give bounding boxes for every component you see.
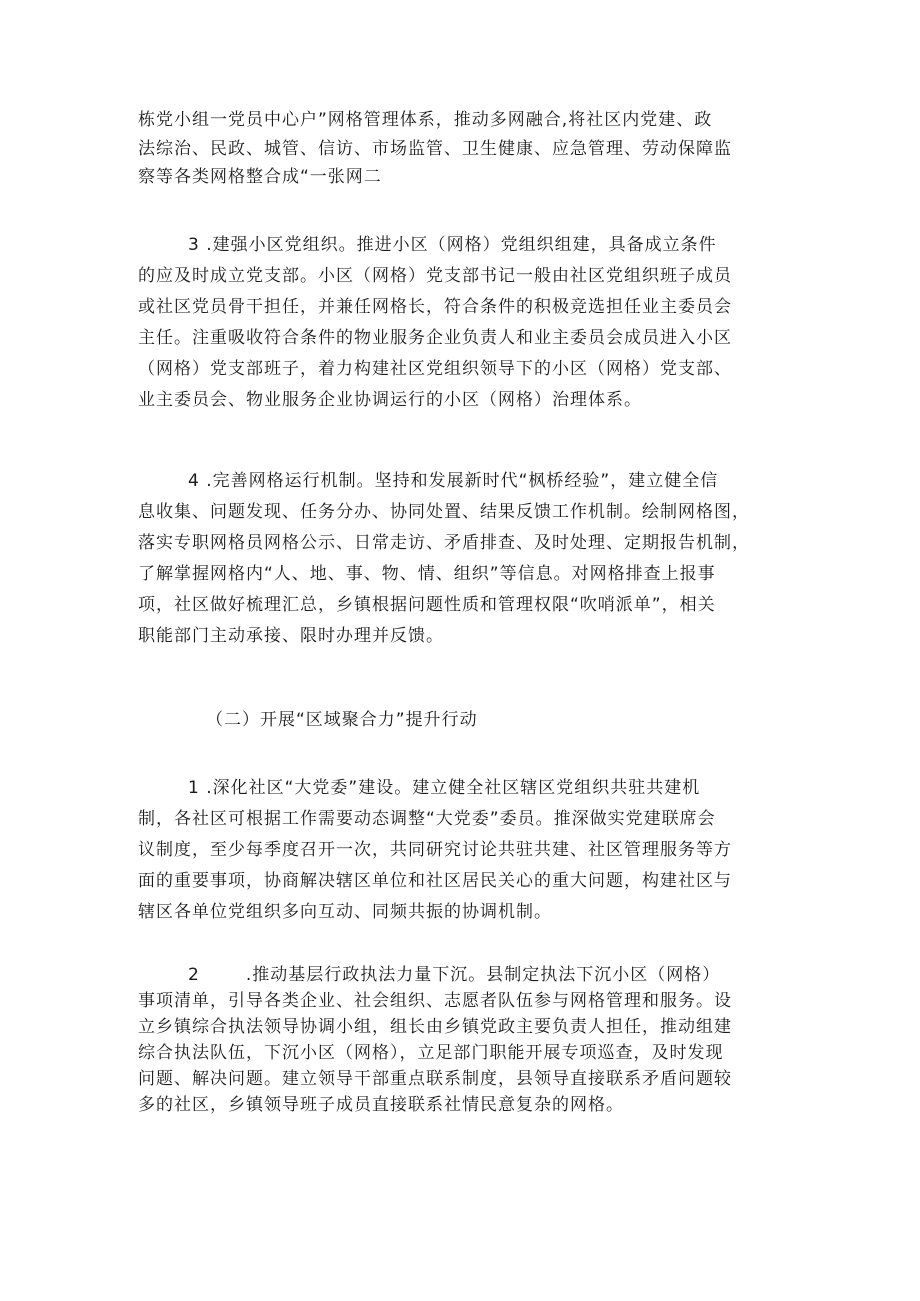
paragraph-line: 或社区党员骨干担任，并兼任网格长，符合条件的积极竞选担任业主委员会 — [138, 297, 732, 317]
paragraph-line: 立乡镇综合执法领导协调小组，组长由乡镇党政主要负责人担任，推动组建 — [138, 1017, 732, 1037]
paragraph-line: 面的重要事项，协商解决辖区单位和社区居民关心的重大问题，构建社区与 — [138, 871, 732, 891]
continuation-paragraph — [138, 106, 788, 192]
paragraph-first-line — [138, 962, 788, 988]
paragraph-line: 察等各类网格整合成“一张网二 — [138, 167, 382, 187]
item-3-paragraph — [138, 230, 788, 416]
paragraph-line: 事项清单，引导各类企业、社会组织、志愿者队伍参与网格管理和服务。设 — [138, 991, 732, 1011]
paragraph-line: 落实专职网格员网格公示、日常走访、矛盾排查、及时处理、定期报告机制， — [138, 533, 750, 553]
item-number: 2 — [188, 965, 200, 985]
paragraph-line: （网格）党支部班子，着力构建社区党组织领导下的小区（网格）党支部、 — [138, 359, 732, 379]
paragraph-line: 主任。注重吸收符合条件的物业服务企业负责人和业主委员会成员进入小区 — [138, 328, 732, 348]
paragraph-line: 4 .完善网格运行机制。坚持和发展新时代“枫桥经验”，建立健全信 — [188, 471, 719, 491]
paragraph-line: 3 .建强小区党组织。推进小区（网格）党组织组建，具备成立条件 — [188, 235, 717, 255]
paragraph-line: 议制度，至少每季度召开一次，共同研究讨论共驻共建、社区管理服务等方 — [138, 840, 732, 860]
paragraph-line: 项，社区做好梳理汇总，乡镇根据问题性质和管理权限“吹哨派单”，相关 — [138, 595, 716, 615]
paragraph-line: 问题、解决问题。建立领导干部重点联系制度，县领导直接联系矛盾问题较 — [138, 1069, 732, 1089]
section-heading-text: （二）开展“区域聚合力”提升行动 — [206, 710, 478, 730]
paragraph-line: 1 .深化社区“大党委”建设。建立健全社区辖区党组织共驻共建机 — [188, 778, 701, 798]
section-heading — [138, 705, 788, 736]
paragraph-line: 制，各社区可根据工作需要动态调整“大党委”委员。推深做实党建联席会 — [138, 809, 716, 829]
paragraph-line: 栋党小组一党员中心户”网格管理体系，推动多网融合,将社区内党建、政 — [138, 110, 713, 130]
item-b2-paragraph — [138, 962, 788, 1118]
paragraph-line: 多的社区，乡镇领导班子成员直接联系社情民意复杂的网格。 — [138, 1095, 624, 1115]
item-4-paragraph — [138, 466, 788, 652]
first-line-text: .推动基层行政执法力量下沉。县制定执法下沉小区（网格） — [245, 965, 721, 985]
paragraph-line: 的应及时成立党支部。小区（网格）党支部书记一般由社区党组织班子成员 — [138, 266, 732, 286]
paragraph-line: 辖区各单位党组织多向互动、同频共振的协调机制。 — [138, 902, 552, 922]
paragraph-line: 综合执法队伍，下沉小区（网格），立足部门职能开展专项巡查，及时发现 — [138, 1043, 724, 1063]
paragraph-line: 法综治、民政、城管、信访、市场监管、卫生健康、应急管理、劳动保障监 — [138, 138, 732, 159]
paragraph-line: 业主委员会、物业服务企业协调运行的小区（网格）治理体系。 — [138, 390, 642, 410]
paragraph-line: 职能部门主动承接、限时办理并反馈。 — [138, 626, 444, 646]
paragraph-line: 息收集、问题发现、任务分办、协同处置、结果反馈工作机制。绘制网格图， — [138, 502, 750, 522]
paragraph-line: 了解掌握网格内“人、地、事、物、情、组织”等信息。对网格排查上报事 — [138, 564, 716, 584]
item-b1-paragraph — [138, 773, 788, 928]
